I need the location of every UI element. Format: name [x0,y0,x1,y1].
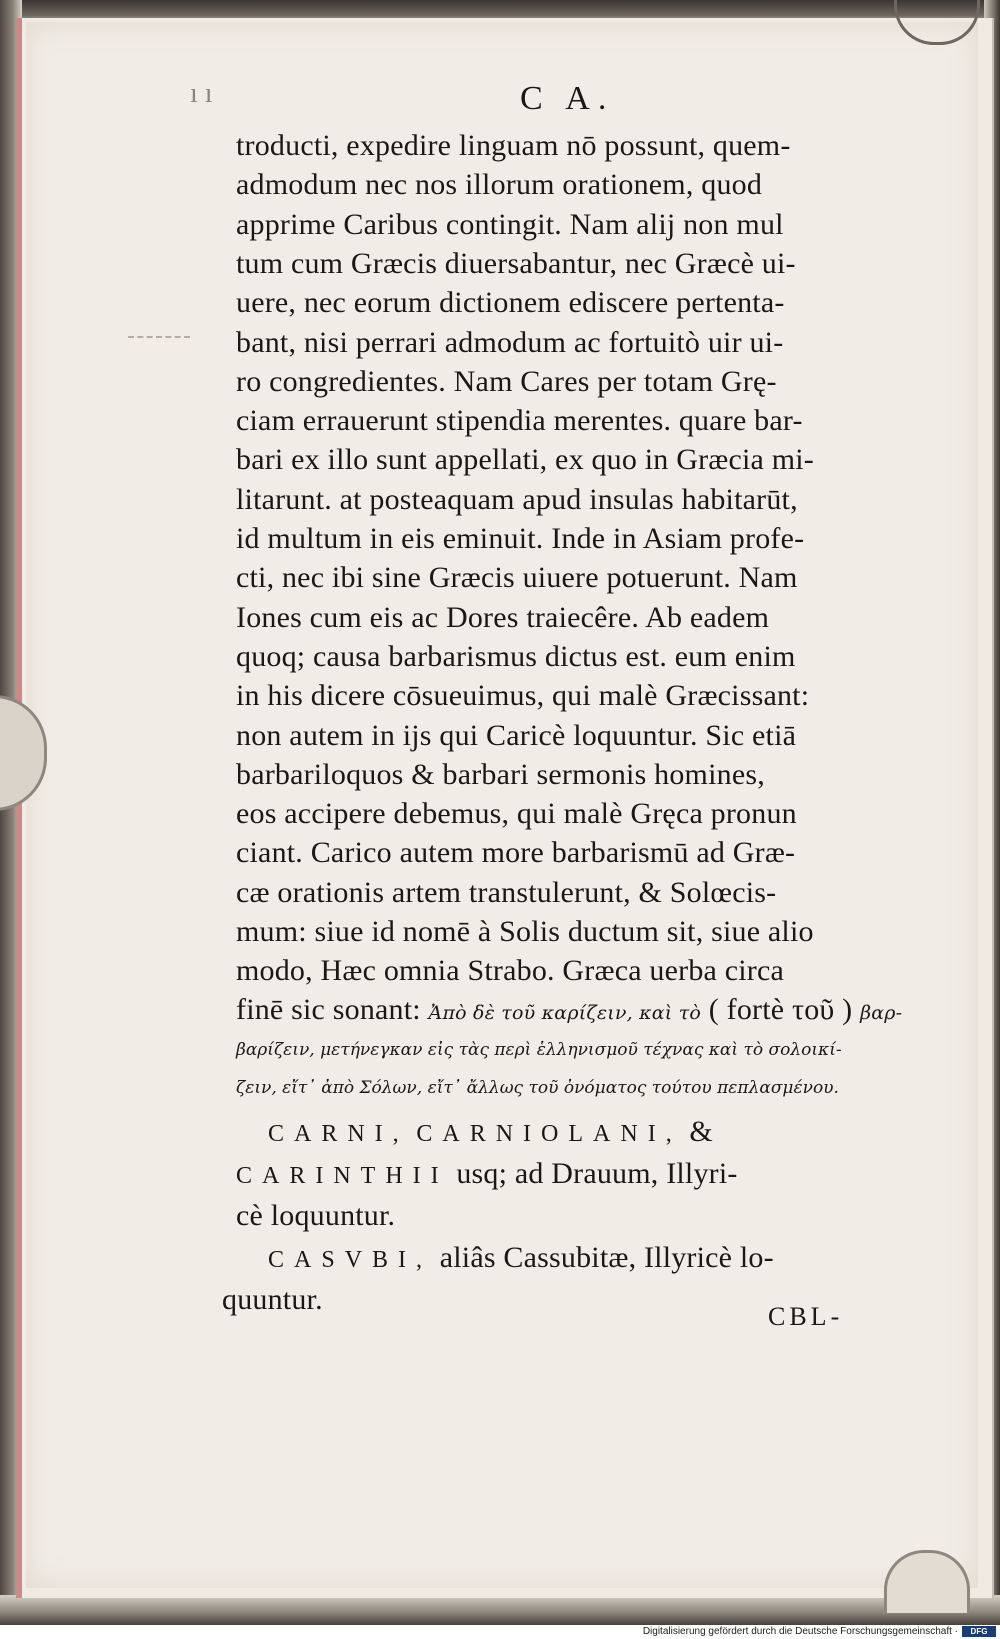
text-line: apprime Caribus contingit. Nam alij non mul [236,208,784,241]
entry-casvbi [268,1240,774,1278]
text-line: non autem in ijs qui Caricè loquuntur. Sic etiā [236,719,797,752]
footer-credit: Digitalisierung gefördert durch die Deutsche Forschungsgemeinschaft · [642,1626,958,1637]
entry-name-casvbi: CASVBI, [268,1247,433,1273]
latin-text: finē sic sonant: [236,993,421,1026]
text-line: bari ex illo sunt appellati, ex quo in Græcia mi- [236,443,814,476]
book-edge-bottom [0,1595,1000,1625]
text-line: modo, Hæc omnia Strabo. Græca uerba circa [236,954,785,987]
text-line: tum cum Græcis diuersabantur, nec Græcè ui- [236,247,796,280]
entry-casvbi-cont: quuntur. [222,1283,323,1316]
margin-smudge [128,336,190,352]
text-line: cti, nec ibi sine Græcis uiuere potuerunt. Nam [236,561,798,594]
entry-name-carni: CARNI, [268,1121,409,1147]
running-head: C A. [520,80,615,117]
text-line: quoq; causa barbarismus dictus est. eum enim [236,640,796,673]
catchword: CBL- [768,1302,844,1331]
dfg-logo-icon: DFG [962,1626,996,1637]
text-line: id multum in eis eminuit. Inde in Asiam profe- [236,522,805,555]
entry-text: aliâs Cassubitæ, Illyricè lo- [439,1241,774,1274]
text-line: admodum nec nos illorum orationem, quod [236,168,763,201]
text-line: cæ orationis artem transtulerunt, & Solœcis- [236,876,777,909]
text-line: eos accipere debemus, qui malè Gręca pronun [236,797,797,830]
latin-text-2: ( fortè τοῦ ) [708,993,853,1026]
text-line: mum: siue id nomē à Solis ductum sit, siue alio [236,915,814,948]
greek-text-2: βαρ- [860,1002,903,1024]
entry-name-carniolani: CARNIOLANI, [416,1121,682,1147]
entry-carni [268,1114,713,1152]
greek-line-2: ζειν, εἴτ᾿ ἀπὸ Σόλων, εἴτ᾿ ἄλλως τοῦ ὀνόματος τούτου πεπλασμένου. [236,1078,839,1098]
entry-text: usq; ad Drauum, Illyri- [456,1157,738,1190]
greek-text: Ἀπὸ δὲ τοῦ καρίζειν, καὶ τὸ [428,1002,702,1024]
text-line: Iones cum eis ac Dores traiecêre. Ab eadem [236,601,770,634]
entry-carinthii [236,1156,738,1194]
text-line: ro congredientes. Nam Cares per totam Grę- [236,365,777,398]
greek-line-1: βαρίζειν, μετήνεγκαν εἰς τὰς περὶ ἑλληνισμοῦ τέχνας καὶ τὸ σολοικί- [236,1040,842,1060]
text-line: ciam errauerunt stipendia merentes. quare bar- [236,404,803,437]
ampersand: & [689,1115,713,1148]
text-line: in his dicere cōsueuimus, qui malè Græcissant: [236,679,810,712]
margin-mark: ı ı [190,78,213,109]
line-with-greek [236,992,902,1031]
text-line: troducti, expedire linguam nō possunt, quem- [236,129,791,162]
text-line: barbariloquos & barbari sermonis homines, [236,758,765,791]
entry-name-carinthii: CARINTHII [236,1163,449,1189]
text-line: uere, nec eorum dictionem ediscere pertenta- [236,286,785,319]
text-line: ciant. Carico autem more barbarismū ad Græ- [236,836,796,869]
text-line: bant, nisi perrari admodum ac fortuitò uir ui- [236,326,784,359]
entry-carinthii-cont: cè loquuntur. [236,1199,396,1232]
text-line: litarunt. at posteaquam apud insulas habitarūt, [236,483,798,516]
